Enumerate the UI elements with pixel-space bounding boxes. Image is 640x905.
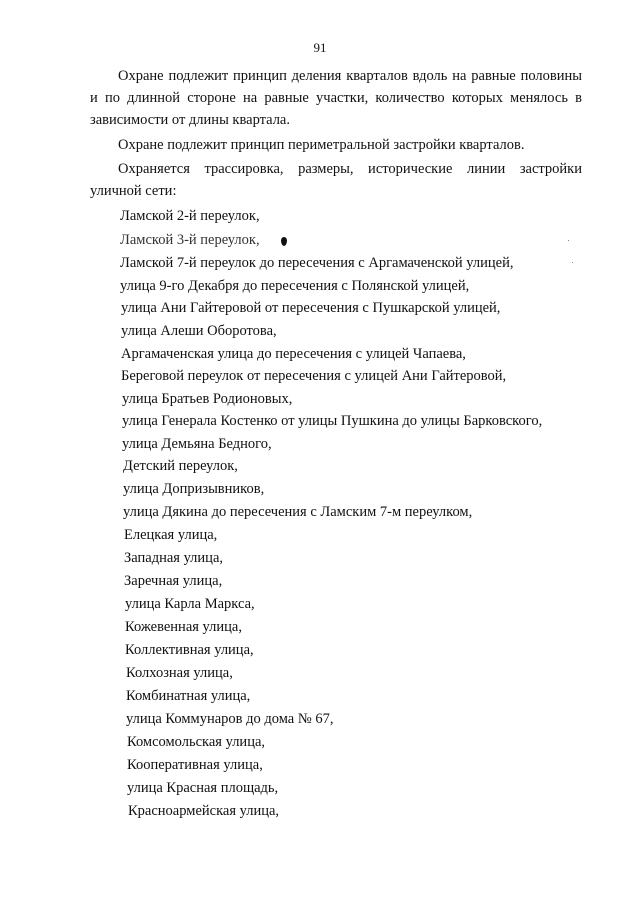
street-item: Колхозная улица, xyxy=(126,665,233,681)
street-item: улица Карла Маркса, xyxy=(125,596,255,612)
street-item: Кожевенная улица, xyxy=(125,619,242,635)
street-item: улица Допризывников, xyxy=(123,481,265,497)
street-item: улица Генерала Костенко от улицы Пушкина до улицы Барковского, xyxy=(122,413,543,429)
street-item: улица Красная площадь, xyxy=(127,780,279,796)
street-item: улица Братьев Родионовых, xyxy=(122,391,293,407)
street-item: Заречная улица, xyxy=(124,573,223,589)
paragraph-perimeter-principle: Охране подлежит принцип периметральной застройки кварталов. xyxy=(118,137,525,153)
street-item: Береговой переулок от пересечения с улицей Ани Гайтеровой, xyxy=(121,368,507,384)
street-item: Детский переулок, xyxy=(123,458,238,474)
street-item: улица Демьяна Бедного, xyxy=(122,436,272,452)
scan-speck xyxy=(572,262,573,263)
paragraph-division-principle: Охране подлежит принцип деления кварталов вдоль на равные половины и по длинной стороне на равные участки, количество которых менялось в зависимости от длины квартала. xyxy=(90,68,582,128)
street-item: Комбинатная улица, xyxy=(126,688,251,704)
scan-speck xyxy=(568,240,569,241)
street-item: Ламской 3-й переулок, xyxy=(120,232,260,248)
street-item: Кооперативная улица, xyxy=(127,757,263,773)
street-item: улица Алеши Оборотова, xyxy=(121,323,277,339)
street-item: улица Дякина до пересечения с Ламским 7-м переулком, xyxy=(123,504,473,520)
street-item: Красноармейская улица, xyxy=(128,803,280,819)
street-item: улица 9-го Декабря до пересечения с Полянской улицей, xyxy=(120,278,470,294)
street-item: улица Коммунаров до дома № 67, xyxy=(126,711,334,727)
street-item: Ламской 7-й переулок до пересечения с Аргамаченской улицей, xyxy=(120,255,514,271)
street-item: Коллективная улица, xyxy=(125,642,254,658)
street-item: улица Ани Гайтеровой от пересечения с Пушкарской улицей, xyxy=(121,300,501,316)
street-item: Западная улица, xyxy=(124,550,224,566)
street-item: Ламской 2-й переулок, xyxy=(120,208,260,224)
street-item: Аргамаченская улица до пересечения с улицей Чапаева, xyxy=(121,346,466,362)
street-item: Комсомольская улица, xyxy=(127,734,266,750)
paragraph-street-network-intro: Охраняется трассировка, размеры, исторические линии застройки уличной сети: xyxy=(90,161,582,199)
ink-blot-mark xyxy=(281,237,287,246)
street-item: Елецкая улица, xyxy=(124,527,218,543)
page-number: 91 xyxy=(313,40,327,55)
